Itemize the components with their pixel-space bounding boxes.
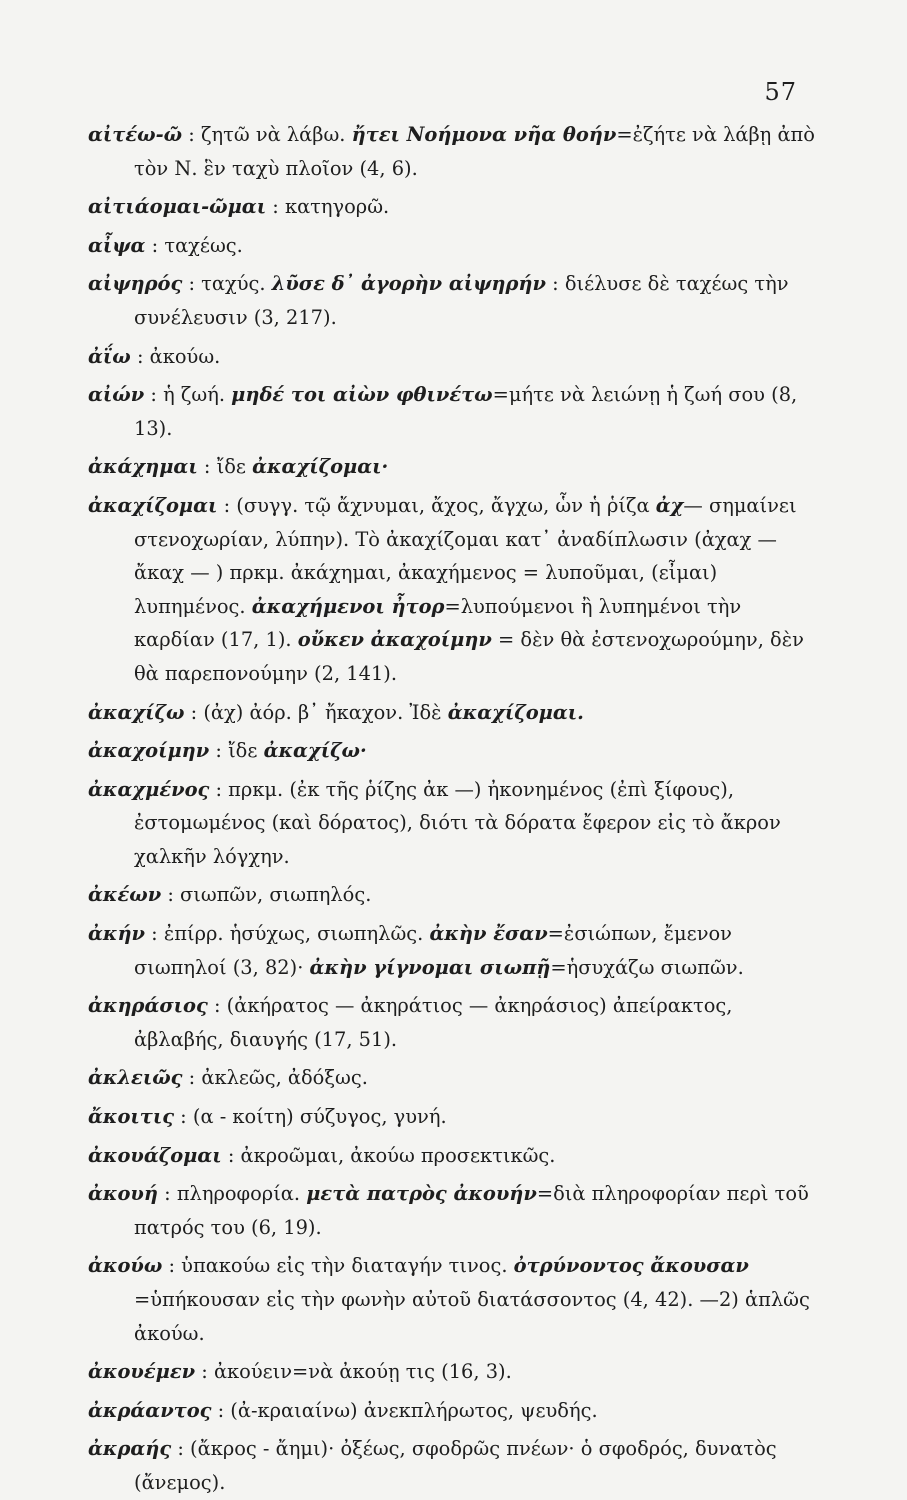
cross-reference: ἀκαχίζω· xyxy=(263,739,367,763)
headword: ἄκοιτις xyxy=(88,1105,175,1129)
headword: ἀκάχημαι xyxy=(88,455,198,479)
definition: : κατηγορῶ. xyxy=(266,195,390,219)
entry xyxy=(88,1249,823,1350)
definition-continued: =ὑπήκουσαν εἰς τὴν φωνὴν αὐτοῦ διατάσσοντος (4, 42). —2) ἁπλῶς ἀκούω. xyxy=(134,1288,810,1345)
headword: ἀκαχίζω xyxy=(88,700,185,724)
headword: αἰψηρός xyxy=(88,272,183,296)
headword: ἀκαχίζομαι xyxy=(88,493,218,517)
cross-reference: ἀκαχίζομαι· xyxy=(252,455,389,479)
headword: αἶψα xyxy=(88,233,146,257)
definition: : (ἀχ) ἀόρ. β᾽ ἤκαχον. Ἰδὲ xyxy=(184,700,448,724)
headword: ἀκλειῶς xyxy=(88,1066,183,1090)
entry xyxy=(88,190,823,224)
definition: : (ἄκρος - ἄημι)· ὀξέως, σφοδρῶς πνέων· ὁ σφοδρός, δυνατὸς (ἄνεμος). xyxy=(134,1437,777,1494)
headword: αἰών xyxy=(88,383,145,407)
definition-continued: = δὲν θὰ ἐστενοχωρούμην, δὲν θὰ παρεπονούμην (2, 141). xyxy=(134,628,804,685)
definition: : πληροφορία. xyxy=(157,1182,307,1206)
definition: : πρκμ. (ἐκ τῆς ῥίζης ἀκ —) ἠκονημένος (ἐπὶ ξίφους), ἐστομωμένος (καὶ δόρατος), διότι τὰ δόρατα ἔφερον εἰς τὸ ἄκρον χαλκῆν λόγχην. xyxy=(134,777,781,868)
headword: ἀκαχοίμην xyxy=(88,739,210,763)
entry xyxy=(88,340,823,374)
entry xyxy=(88,1432,823,1499)
example-phrase: ἤτει Νοήμονα νῆα θοήν xyxy=(351,123,617,146)
definition-continued: =ἡσυχάζω σιωπῶν. xyxy=(550,955,744,979)
definition: : ταχέως. xyxy=(145,233,243,257)
definition: : ἀκροῶμαι, ἀκούω προσεκτικῶς. xyxy=(221,1143,556,1167)
example-phrase: ὀτρύνοντος ἄκουσαν xyxy=(513,1254,749,1278)
example-phrase: ἀκὴν ἔσαν xyxy=(429,922,548,946)
entry xyxy=(88,489,823,691)
root-form: ἀχ xyxy=(655,493,684,517)
definition: : ἴδε xyxy=(197,455,253,479)
definition: : ζητῶ νὰ λάβω. xyxy=(182,123,352,146)
definition-continued: =ἐζήτε νὰ λάβῃ ἀπὸ τὸν Ν. ἓν ταχὺ πλοῖον (4, 6). xyxy=(134,123,815,180)
entry xyxy=(88,267,823,334)
headword: ἀκέων xyxy=(88,883,162,907)
entry xyxy=(88,989,823,1056)
definition: : (α - κοίτη) σύζυγος, γυνή. xyxy=(174,1105,447,1129)
definition-continued: =λυπούμενοι ἢ λυπημένοι τὴν καρδίαν (17, 1). xyxy=(134,594,742,652)
definition: : ἐπίρρ. ἡσύχως, σιωπηλῶς. xyxy=(145,922,430,946)
headword: ἀκούω xyxy=(88,1254,163,1278)
definition: : (ἀ-κραιαίνω) ἀνεκπλήρωτος, ψευδής. xyxy=(211,1398,598,1422)
entry xyxy=(88,1177,823,1244)
headword: ἀκαχμένος xyxy=(88,777,210,801)
page-number: 57 xyxy=(764,78,797,106)
entry xyxy=(88,118,823,185)
entry xyxy=(88,878,823,912)
entry xyxy=(88,1394,823,1428)
example-phrase: ἀκὴν γίγνομαι σιωπῇ xyxy=(309,955,551,979)
entry xyxy=(88,696,823,730)
definition-continued: — σημαίνει στενοχωρίαν, λύπην). Τὸ ἀκαχίζομαι κατ᾽ ἀναδίπλωσιν (ἀχαχ — ἄκαχ — ) πρκμ. ἀκάχημαι, ἀκαχήμενος = λυποῦμαι, (εἶμαι) λυπημένος. xyxy=(134,493,797,618)
definition: : σιωπῶν, σιωπηλός. xyxy=(161,883,372,907)
example-phrase: λῦσε δ᾽ ἀγορὴν αἰψηρήν xyxy=(271,272,546,296)
example-phrase: ἀκαχήμενοι ἦτορ xyxy=(251,594,445,618)
entry xyxy=(88,1061,823,1095)
definition: : ἀκούω. xyxy=(130,344,221,368)
definition: : ἀκλεῶς, ἀδόξως. xyxy=(182,1066,368,1090)
headword: ἀκράαντος xyxy=(88,1398,212,1422)
definition-continued: : διέλυσε δὲ ταχέως τὴν συνέλευσιν (3, 217). xyxy=(134,272,789,329)
definition-continued: =ἐσιώπων, ἔμενον σιωπηλοί (3, 82)· xyxy=(134,922,732,979)
entry xyxy=(88,229,823,263)
entry xyxy=(88,1355,823,1389)
definition-continued: =διὰ πληροφορίαν περὶ τοῦ πατρός του (6, 19). xyxy=(134,1182,809,1239)
headword: ἀκραής xyxy=(88,1437,172,1461)
entry xyxy=(88,917,823,984)
headword: ἀκηράσιος xyxy=(88,994,208,1018)
entry-list xyxy=(88,118,823,1500)
entry xyxy=(88,1139,823,1173)
headword: αἰτιάομαι-ῶμαι xyxy=(88,195,267,219)
definition: : ταχύς. xyxy=(182,272,272,296)
entry xyxy=(88,773,823,874)
cross-reference: ἀκαχίζομαι. xyxy=(447,700,584,724)
example-phrase: μηδέ τοι αἰὼν φθινέτω xyxy=(231,383,493,407)
definition: : (ἀκήρατος — ἀκηράτιος — ἀκηράσιος) ἀπείρακτος, ἀβλαβής, διαυγής (17, 51). xyxy=(134,994,733,1051)
headword: αἰτέω-ῶ xyxy=(88,123,183,146)
example-phrase: μετὰ πατρὸς ἀκουήν xyxy=(306,1182,537,1206)
entry xyxy=(88,378,823,445)
example-phrase: οὔκεν ἀκαχοίμην xyxy=(297,628,492,652)
entry xyxy=(88,450,823,484)
headword: ἀκουάζομαι xyxy=(88,1143,222,1167)
headword: ἀΐω xyxy=(88,344,131,368)
definition: : ἀκούειν=νὰ ἀκούῃ τις (16, 3). xyxy=(195,1360,512,1384)
headword: ἀκουέμεν xyxy=(88,1360,196,1384)
definition-continued: =μήτε νὰ λειώνῃ ἡ ζωή σου (8, 13). xyxy=(134,383,798,440)
headword: ἀκήν xyxy=(88,922,146,946)
entry xyxy=(88,1100,823,1134)
definition: : ἡ ζωή. xyxy=(144,383,232,407)
entry xyxy=(88,734,823,768)
definition: : (συγγ. τῷ ἄχνυμαι, ἄχος, ἄγχω, ὧν ἡ ῥίζα xyxy=(217,493,656,517)
headword: ἀκουή xyxy=(88,1182,158,1206)
definition: : ὑπακούω εἰς τὴν διαταγήν τινος. xyxy=(162,1254,514,1278)
definition: : ἴδε xyxy=(209,739,264,763)
